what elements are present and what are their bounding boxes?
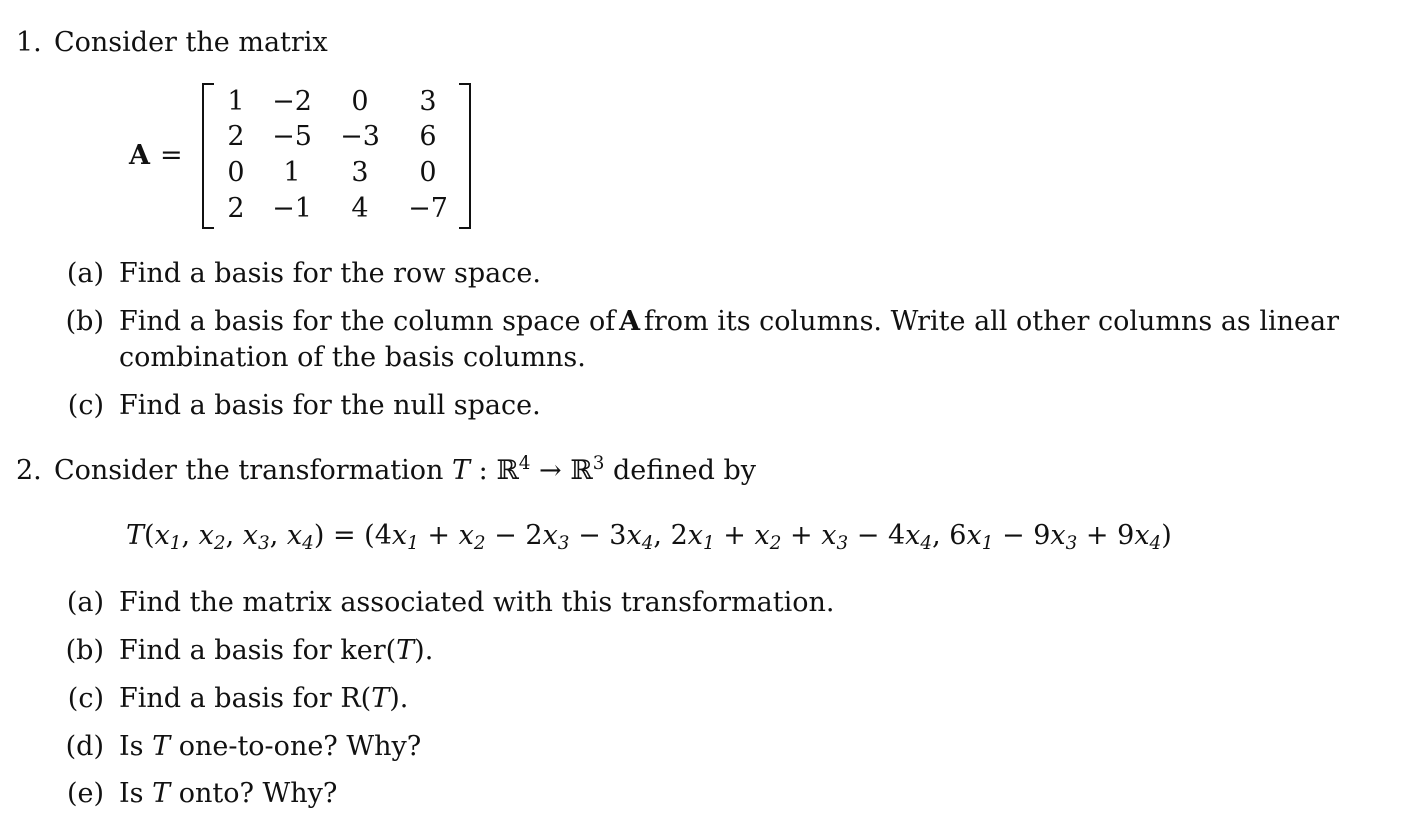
domain-symbol: ℝ	[496, 455, 519, 486]
part-2c-post: ).	[389, 683, 409, 714]
transformation-symbol: T	[452, 455, 471, 486]
part-2b-var: T	[396, 635, 415, 666]
part-2c-text	[119, 685, 408, 712]
matrix-cell: −2	[272, 86, 312, 117]
problem-2-intro	[54, 452, 757, 486]
part-2a-label: (a)	[66, 587, 104, 618]
matrix-equals: =	[160, 140, 183, 171]
arrow: →	[530, 455, 571, 486]
domain-exponent: 4	[518, 452, 531, 474]
problem-2-intro-post: defined by	[604, 455, 757, 486]
colon: :	[470, 455, 497, 486]
codomain-symbol: ℝ	[570, 455, 593, 486]
matrix-cell: 1	[283, 157, 301, 188]
matrix-cell: 0	[419, 157, 437, 188]
problem-2-intro-pre: Consider the transformation	[54, 455, 444, 486]
matrix-cell: 2	[227, 121, 245, 152]
part-2e-var: T	[152, 778, 171, 809]
matrix-cell: 3	[351, 157, 369, 188]
matrix-cell: 0	[227, 157, 245, 188]
part-1c-text: Find a basis for the null space.	[119, 390, 541, 421]
part-1b-text-post: from its columns. Write all other columns as linear	[643, 306, 1339, 337]
part-2c-pre: Find a basis for R(	[119, 683, 372, 714]
part-2d-pre: Is	[119, 731, 153, 762]
matrix-cell: 4	[351, 193, 369, 224]
part-2b-text	[119, 637, 433, 664]
part-2a-text: Find the matrix associated with this transformation.	[119, 587, 835, 618]
part-2b-pre: Find a basis for ker(	[119, 635, 397, 666]
matrix-cell: 6	[419, 121, 437, 152]
matrix-cell: −5	[272, 121, 312, 152]
part-2c-label: (c)	[67, 683, 104, 714]
part-2d-text	[119, 733, 421, 760]
codomain-exponent: 3	[592, 452, 605, 474]
matrix-cell: 0	[351, 86, 369, 117]
matrix-right-bracket	[459, 83, 471, 229]
part-2b-post: ).	[414, 635, 434, 666]
part-2d-label: (d)	[65, 731, 104, 762]
formula-lhs: $T(x_1$, $x_2$, $x_3$, $x_4$)	[126, 520, 325, 555]
part-1b-line-1	[119, 308, 1339, 335]
matrix-cell: 2	[227, 193, 245, 224]
matrix-cell: −1	[272, 193, 312, 224]
matrix-cell: 3	[419, 86, 437, 117]
part-2e-label: (e)	[66, 778, 104, 809]
part-2e-pre: Is	[119, 778, 153, 809]
problem-2-number: 2.	[16, 455, 42, 486]
part-1a-text: Find a basis for the row space.	[119, 258, 541, 289]
part-1b-label: (b)	[65, 306, 104, 337]
problem-1-intro: Consider the matrix	[54, 27, 328, 58]
part-1a-label: (a)	[66, 258, 104, 289]
matrix-cell: −3	[340, 121, 380, 152]
part-1b-text-continued: combination of the basis columns.	[119, 342, 586, 373]
part-2c-var: T	[371, 683, 390, 714]
formula-equals: =	[332, 520, 356, 551]
part-1b-text-pre: Find a basis for the column space of	[119, 306, 616, 337]
part-2e-post: onto? Why?	[170, 778, 338, 809]
part-1c-label: (c)	[67, 390, 104, 421]
part-2d-var: T	[152, 731, 171, 762]
matrix-name: A	[129, 140, 150, 171]
formula-rhs: ($4x_1 + x_2 - 2x_3 - 3x_4$, $2x_1 + x_2 + x_3 - 4x_4$, $6x_1 - 9x_3 + 9x_4$)	[364, 520, 1172, 555]
matrix-cell: 1	[227, 86, 245, 117]
part-1b-matrix-ref: A	[619, 306, 641, 337]
part-2d-post: one-to-one? Why?	[170, 731, 422, 762]
problem-1-number: 1.	[16, 27, 42, 58]
part-2e-text	[119, 780, 337, 807]
part-2b-label: (b)	[65, 635, 104, 666]
transformation-formula	[126, 520, 1172, 555]
matrix-cell: −7	[408, 193, 448, 224]
